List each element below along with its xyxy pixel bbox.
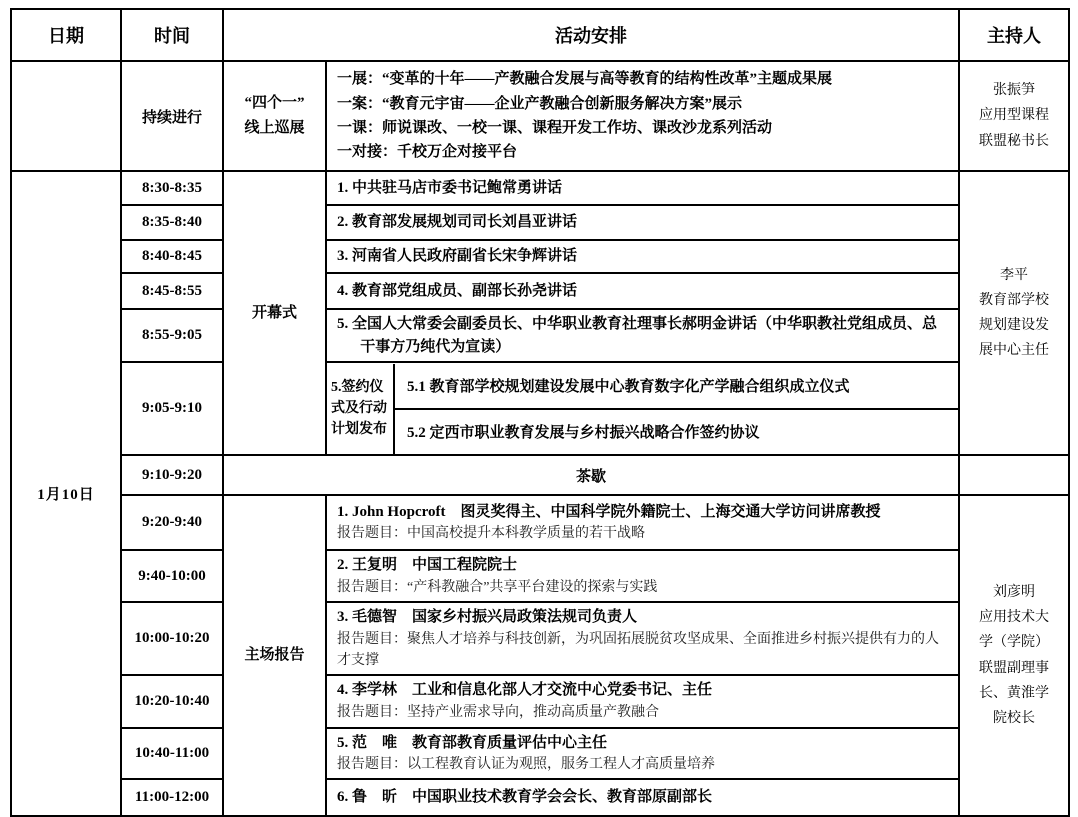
table-row bbox=[11, 779, 1069, 816]
date-cell-empty bbox=[11, 61, 121, 171]
exhibition-item: 一展：“变革的十年——产教融合发展与高等教育的结构性改革”主题成果展 bbox=[337, 71, 833, 88]
activity-cell bbox=[326, 171, 959, 205]
exhibition-item: 一对接：千校万企对接平台 bbox=[337, 144, 518, 161]
signing-item: 5.1 教育部学校规划建设发展中心教育数字化产学融合组织成立仪式 bbox=[395, 364, 958, 410]
topic-text: 报告题目：“产科教融合”共享平台建设的探索与实践 bbox=[337, 579, 658, 595]
speaker-text: 1. John Hopcroft 图灵奖得主、中国科学院外籍院士、上海交通大学访问讲席教授 bbox=[337, 503, 881, 520]
time-cell: 9:40-10:00 bbox=[121, 550, 223, 602]
table-row bbox=[11, 362, 1069, 455]
table-row bbox=[11, 61, 1069, 171]
time-cell: 10:00-10:20 bbox=[121, 602, 223, 675]
header-time: 时间 bbox=[121, 9, 223, 61]
section-main-reports: 主场报告 bbox=[223, 495, 326, 816]
table-row bbox=[11, 675, 1069, 728]
activity-text: 4. 教育部党组成员、副部长孙尧讲话 bbox=[337, 282, 578, 299]
host-cell-empty bbox=[959, 455, 1069, 495]
table-row bbox=[11, 273, 1069, 309]
host-title: 应用型课程联盟秘书长 bbox=[979, 108, 1049, 149]
header-date: 日期 bbox=[11, 9, 121, 61]
activity-text: 1. 中共驻马店市委书记鲍常勇讲话 bbox=[337, 179, 563, 196]
schedule-table bbox=[10, 8, 1070, 817]
exhibition-item: 一课：师说课改、一校一课、课程开发工作坊、课改沙龙系列活动 bbox=[337, 120, 773, 136]
speaker-text: 6. 鲁 昕 中国职业技术教育学会会长、教育部原副部长 bbox=[337, 789, 713, 806]
table-row bbox=[11, 171, 1069, 205]
activity-text: 3. 河南省人民政府副省长宋争辉讲话 bbox=[337, 248, 578, 265]
topic-text: 报告题目：以工程教育认证为观照，服务工程人才高质量培养 bbox=[337, 757, 715, 772]
host-cell-liping bbox=[959, 171, 1069, 455]
host-cell-liuyanming bbox=[959, 495, 1069, 816]
activity-signing-cell bbox=[326, 362, 959, 455]
time-cell: 9:05-9:10 bbox=[121, 362, 223, 455]
activity-cell bbox=[326, 675, 959, 728]
host-title: 教育部学校规划建设发展中心主任 bbox=[979, 292, 1049, 359]
table-row bbox=[11, 602, 1069, 675]
tea-break-cell: 茶歇 bbox=[223, 455, 959, 495]
host-name: 张振笋 bbox=[993, 83, 1035, 99]
time-cell: 8:45-8:55 bbox=[121, 273, 223, 309]
section-line-1: “四个一” bbox=[244, 95, 305, 112]
activity-cell bbox=[326, 602, 959, 675]
signing-label: 5.签约仪式及行动计划发布 bbox=[327, 364, 395, 454]
speaker-text: 3. 毛德智 国家乡村振兴局政策法规司负责人 bbox=[337, 609, 638, 625]
section-line-2: 线上巡展 bbox=[244, 120, 305, 136]
speaker-text: 4. 李学林 工业和信息化部人才交流中心党委书记、主任 bbox=[337, 682, 713, 699]
activity-cell bbox=[326, 273, 959, 309]
topic-text: 报告题目：坚持产业需求导向，推动高质量产教融合 bbox=[337, 704, 659, 720]
time-cell: 8:30-8:35 bbox=[121, 171, 223, 205]
activity-cell bbox=[326, 779, 959, 816]
table-row bbox=[11, 495, 1069, 550]
time-cell: 10:40-11:00 bbox=[121, 728, 223, 780]
topic-text: 报告题目：中国高校提升本科教学质量的若干战略 bbox=[337, 526, 645, 542]
table-row bbox=[11, 455, 1069, 495]
table-row bbox=[11, 240, 1069, 273]
time-cell: 8:40-8:45 bbox=[121, 240, 223, 273]
activity-cell bbox=[326, 728, 959, 780]
activity-cell bbox=[326, 205, 959, 240]
host-cell-zhangzhensun bbox=[959, 61, 1069, 171]
signing-items bbox=[395, 364, 958, 454]
time-cell: 11:00-12:00 bbox=[121, 779, 223, 816]
signing-item: 5.2 定西市职业教育发展与乡村振兴战略合作签约协议 bbox=[407, 425, 760, 441]
table-row bbox=[11, 728, 1069, 780]
date-cell: 1月10日 bbox=[11, 171, 121, 816]
signing-layout bbox=[327, 364, 958, 454]
exhibition-item: 一案：“教育元宇宙——企业产教融合创新服务解决方案”展示 bbox=[337, 95, 743, 112]
activity-cell bbox=[326, 309, 959, 362]
time-cell: 8:35-8:40 bbox=[121, 205, 223, 240]
host-name: 刘彦明 bbox=[993, 584, 1035, 600]
table-row bbox=[11, 309, 1069, 362]
host-name: 李平 bbox=[1000, 267, 1028, 283]
time-cell-ongoing: 持续进行 bbox=[121, 61, 223, 171]
activity-online-exhibition bbox=[326, 61, 959, 171]
activity-cell bbox=[326, 240, 959, 273]
section-online-exhibition bbox=[223, 61, 326, 171]
activity-text: 2. 教育部发展规划司司长刘昌亚讲话 bbox=[337, 214, 578, 231]
speaker-text: 2. 王复明 中国工程院院士 bbox=[337, 557, 518, 574]
time-cell: 8:55-9:05 bbox=[121, 309, 223, 362]
header-activity: 活动安排 bbox=[223, 9, 959, 61]
table-row bbox=[11, 205, 1069, 240]
time-cell: 9:20-9:40 bbox=[121, 495, 223, 550]
speaker-text: 5. 范 唯 教育部教育质量评估中心主任 bbox=[337, 734, 608, 751]
header-host: 主持人 bbox=[959, 9, 1069, 61]
activity-text: 5. 全国人大常委会副委员长、中华职业教育社理事长郝明金讲话（中华职教社党组成员、总干事方乃纯代为宣读） bbox=[337, 316, 938, 355]
table-row bbox=[11, 9, 1069, 61]
activity-cell bbox=[326, 495, 959, 550]
section-opening-ceremony: 开幕式 bbox=[223, 171, 326, 455]
time-cell: 9:10-9:20 bbox=[121, 455, 223, 495]
time-cell: 10:20-10:40 bbox=[121, 675, 223, 728]
activity-cell bbox=[326, 550, 959, 602]
topic-text: 报告题目：聚焦人才培养与科技创新，为巩固拓展脱贫攻坚成果、全面推进乡村振兴提供有力的人才支撑 bbox=[337, 631, 939, 668]
table-row bbox=[11, 550, 1069, 602]
host-title: 应用技术大学（学院）联盟副理事长、黄淮学院校长 bbox=[979, 610, 1049, 726]
